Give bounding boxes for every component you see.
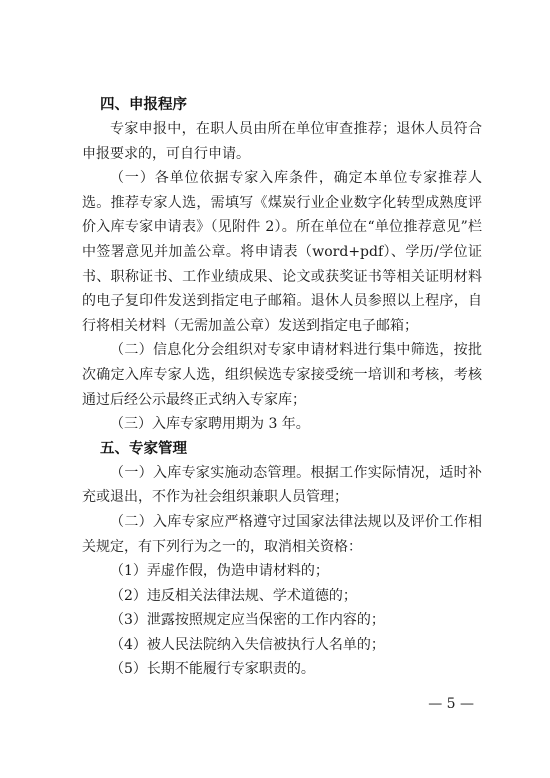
paragraph-management-rule-1: （一）入库专家实施动态管理。根据工作实际情况，适时补充或退出，不作为社会组织兼职人员管理； xyxy=(82,464,482,506)
paragraph-procedure-step-2: （二）信息化分会组织对专家申请材料进行集中筛选，按批次确定入库专家人选，组织候选专家接受统一培训和考核，考核通过后经公示最终正式纳入专家库； xyxy=(82,342,482,408)
page-body xyxy=(82,93,482,682)
paragraph-procedure-step-3: （三）入库专家聘用期为 3 年。 xyxy=(110,416,310,433)
section-heading-application-procedure: 四、申报程序 xyxy=(100,97,187,113)
paragraph-application-intro: 专家申报中，在职人员由所在单位审查推荐；退休人员符合申报要求的，可自行申请。 xyxy=(82,121,482,162)
paragraph-management-rule-2: （二）入库专家应严格遵守过国家法律法规以及评价工作相关规定，有下列行为之一的，取消相关资格： xyxy=(82,513,482,555)
list-item-disqualification-2: （2）违反相关法律法规、学术道德的； xyxy=(110,587,357,604)
paragraph-procedure-step-1: （一）各单位依据专家入库条件，确定本单位专家推荐人选。推荐专家人选，需填写《煤炭行业企业数字化转型成熟度评价入库专家申请表》（见附件 2）。所在单位在“单位推荐意见”栏中签署意见并加盖公章。将申请表（word+pdf）、学历/学位证书、职称证书、工作业绩成果、论文或获奖证书等相关证明材料的电子复印件发送到指定电子邮箱。退休人员参照以上程序，自行将相关材料（无需加盖公章）发送到指定电子邮箱； xyxy=(82,170,482,334)
page-number: — 5 — xyxy=(428,696,474,712)
list-item-disqualification-3: （3）泄露按照规定应当保密的工作内容的； xyxy=(110,612,385,629)
section-heading-expert-management: 五、专家管理 xyxy=(100,440,187,457)
list-item-disqualification-4: （4）被人民法院纳入失信被执行人名单的； xyxy=(110,636,385,653)
list-item-disqualification-5: （5）长期不能履行专家职责的。 xyxy=(110,661,315,678)
list-item-disqualification-1: （1）弄虚作假，伪造申请材料的； xyxy=(110,563,329,580)
